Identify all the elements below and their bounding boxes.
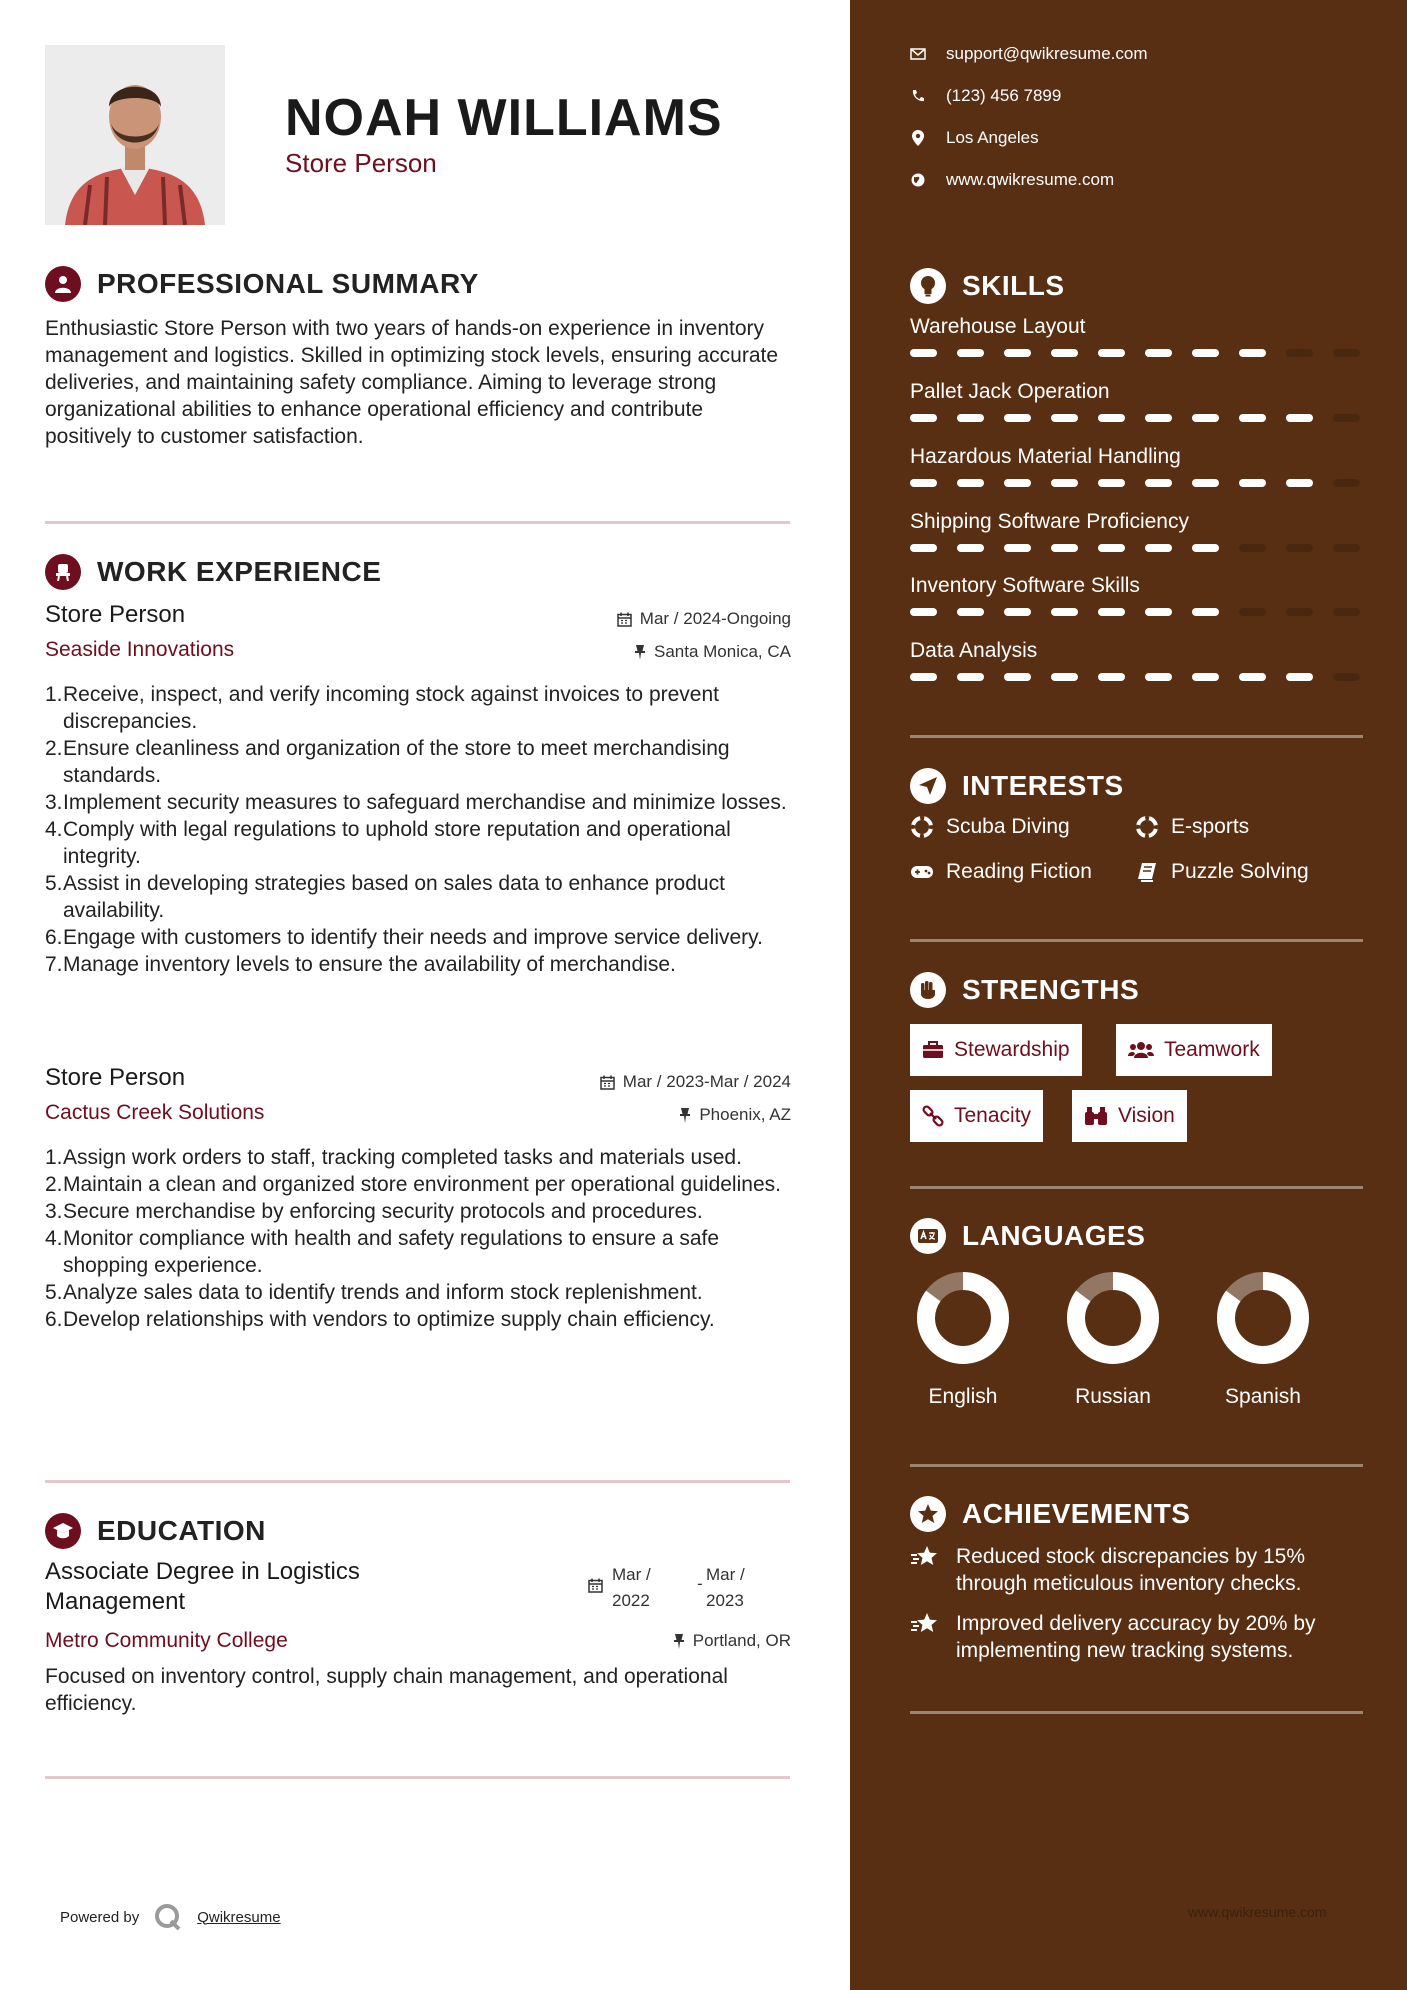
skill-dash (1098, 479, 1125, 487)
skill-dash (1192, 608, 1219, 616)
skill-level-bar (910, 673, 1363, 681)
star-icon (910, 1612, 940, 1636)
list-item: 6. Engage with customers to identify their needs and improve service delivery. (45, 926, 763, 949)
strength-chip: Teamwork (1116, 1024, 1272, 1076)
job-title: Store Person (45, 601, 186, 628)
language-item: English (903, 1270, 1023, 1409)
calendar-icon (588, 1578, 603, 1593)
divider (910, 1186, 1363, 1189)
list-item: 5. Assist in developing strategies based on sales data to enhance product availability. (45, 872, 725, 922)
contact-phone[interactable]: (123) 456 7899 (910, 86, 1061, 106)
pin-icon (679, 1107, 691, 1123)
life-ring-icon (911, 816, 933, 838)
contact-location: Los Angeles (910, 128, 1039, 148)
language-icon (910, 1218, 946, 1254)
skill-dash (1333, 544, 1360, 552)
skill-dash (1333, 673, 1360, 681)
education-description: Focused on inventory control, supply chain management, and operational efficiency. (45, 1665, 728, 1715)
calendar-icon (617, 612, 632, 627)
interest-item: Scuba Diving (910, 815, 1070, 839)
job-location (634, 642, 791, 662)
skill-dash (910, 544, 937, 552)
pin-icon (673, 1633, 685, 1649)
skill-dash (1004, 673, 1031, 681)
list-item: 1. Assign work orders to staff, tracking completed tasks and materials used. (45, 1146, 742, 1169)
skill-dash (1051, 349, 1078, 357)
pin-icon (634, 644, 646, 660)
skill-dash (1004, 544, 1031, 552)
education-start-date: Mar / 2022 (612, 1565, 651, 1610)
interest-item: Puzzle Solving (1135, 860, 1309, 884)
skill-dash (1333, 608, 1360, 616)
languages-heading: LANGUAGES (962, 1220, 1146, 1251)
briefcase-icon (922, 1041, 944, 1059)
footer-website: www.qwikresume.com (1188, 1904, 1327, 1920)
achievement-item: Improved delivery accuracy by 20% by implementing new tracking systems. (910, 1610, 1370, 1664)
skills-header (910, 268, 1065, 304)
skill-dash (1051, 544, 1078, 552)
education-location (673, 1631, 791, 1651)
list-item: 3. Secure merchandise by enforcing security protocols and procedures. (45, 1200, 703, 1223)
skill-level-bar (910, 479, 1363, 487)
phone-icon (911, 89, 925, 103)
job-location-text: Santa Monica, CA (653, 642, 791, 661)
language-item: Russian (1053, 1270, 1173, 1409)
skill-dash (1192, 544, 1219, 552)
skill-dash (1239, 608, 1266, 616)
skill-item (910, 510, 1363, 552)
language-level-donut (1215, 1270, 1311, 1366)
skill-dash (1145, 608, 1172, 616)
skill-dash (1051, 673, 1078, 681)
skill-dash (1286, 349, 1313, 357)
contact-website[interactable]: www.qwikresume.com (910, 170, 1114, 190)
candidate-name: NOAH WILLIAMS (285, 89, 723, 147)
star-icon (910, 1545, 940, 1569)
job-date-text: Mar / 2023-Mar / 2024 (622, 1072, 791, 1091)
strengths-heading: STRENGTHS (962, 974, 1140, 1005)
degree-line-1: Associate Degree in Logistics (45, 1558, 360, 1585)
skill-dash (910, 673, 937, 681)
skill-level-bar (910, 349, 1363, 357)
skill-dash (1333, 479, 1360, 487)
list-item: 6. Develop relationships with vendors to optimize supply chain efficiency. (45, 1308, 715, 1331)
work-header (45, 554, 381, 590)
skill-dash (1286, 414, 1313, 422)
skill-dash (1192, 414, 1219, 422)
skill-dash (1239, 414, 1266, 422)
degree-line-2: Management (45, 1588, 186, 1615)
skill-dash (910, 349, 937, 357)
language-level-donut (1065, 1270, 1161, 1366)
interests-header (910, 768, 1124, 804)
paper-plane-icon (910, 768, 946, 804)
profile-photo (45, 45, 225, 225)
list-item: 3. Implement security measures to safeguard merchandise and minimize losses. (45, 791, 787, 814)
skill-dash (1145, 349, 1172, 357)
achievement-item: Reduced stock discrepancies by 15% through meticulous inventory checks. (910, 1543, 1370, 1597)
skill-level-bar (910, 544, 1363, 552)
achievements-header (910, 1496, 1190, 1532)
language-level-donut (915, 1270, 1011, 1366)
skill-dash (1004, 479, 1031, 487)
skill-dash (1239, 544, 1266, 552)
skill-dash (1286, 673, 1313, 681)
user-icon (45, 266, 81, 302)
job-date (600, 1072, 791, 1092)
list-item: 4. Monitor compliance with health and safety regulations to ensure a safe shopping experience. (45, 1227, 720, 1277)
gamepad-icon (910, 865, 934, 879)
skill-item (910, 445, 1363, 487)
map-marker-icon (912, 130, 924, 146)
school-name: Metro Community College (45, 1629, 288, 1652)
divider (45, 1480, 790, 1483)
skill-dash (1192, 349, 1219, 357)
skill-dash (1004, 349, 1031, 357)
skill-dash (1145, 544, 1172, 552)
skill-dash (1004, 608, 1031, 616)
skill-dash (1239, 349, 1266, 357)
education-heading: EDUCATION (97, 1515, 266, 1546)
skill-dash (1098, 414, 1125, 422)
candidate-title: Store Person (285, 148, 437, 178)
education-location-text: Portland, OR (692, 1631, 791, 1650)
divider (45, 521, 790, 524)
summary-text: Enthusiastic Store Person with two years of hands-on experience in inventory management and logistics. Skilled in optimizing stock levels, ensuring accurate deliveries, and maintaining safety compliance. Aiming to leverage strong organizational abilities to enhance operational efficiency and contribute positively to customer satisfaction. (45, 317, 779, 448)
education-header (45, 1513, 266, 1549)
skill-dash (957, 479, 984, 487)
star-badge-icon (910, 1496, 946, 1532)
interest-item: E-sports (1135, 815, 1249, 839)
skill-dash (1098, 673, 1125, 681)
list-item: 2. Ensure cleanliness and organization of the store to meet merchandising standards. (45, 737, 730, 787)
skill-dash (1098, 544, 1125, 552)
skill-item (910, 639, 1363, 681)
skill-dash (1192, 479, 1219, 487)
interest-item: Reading Fiction (910, 860, 1092, 884)
interests-heading: INTERESTS (962, 770, 1124, 801)
skills-heading: SKILLS (962, 270, 1065, 301)
skill-dash (1098, 349, 1125, 357)
qwikresume-link[interactable]: Qwikresume (197, 1908, 281, 1926)
skill-level-bar (910, 608, 1363, 616)
list-item: 4. Comply with legal regulations to uphold store reputation and operational integrity. (45, 818, 731, 868)
users-icon (1128, 1041, 1154, 1059)
skill-item (910, 574, 1363, 616)
skill-dash (1004, 414, 1031, 422)
languages-header (910, 1218, 1145, 1254)
qwikresume-logo-icon (153, 1902, 183, 1932)
skill-dash (1192, 673, 1219, 681)
skill-dash (957, 608, 984, 616)
skill-dash (1145, 479, 1172, 487)
powered-by-label: Powered by (60, 1908, 140, 1926)
list-item: 5. Analyze sales data to identify trends and inform stock replenishment. (45, 1281, 703, 1304)
work-heading: WORK EXPERIENCE (97, 556, 382, 587)
job-title: Store Person (45, 1064, 186, 1091)
chair-icon (45, 554, 81, 590)
skill-item (910, 380, 1363, 422)
lightbulb-icon (910, 268, 946, 304)
life-ring-icon (1136, 816, 1158, 838)
globe-icon (911, 173, 925, 187)
job-date (617, 609, 791, 629)
list-item: 7. Manage inventory levels to ensure the availability of merchandise. (45, 953, 676, 976)
sidebar (850, 0, 1407, 1990)
skill-name: Hazardous Material Handling (910, 445, 1181, 468)
powered-by (60, 1902, 281, 1932)
achievements-heading: ACHIEVEMENTS (962, 1498, 1191, 1529)
skill-dash (1333, 414, 1360, 422)
list-item: 1. Receive, inspect, and verify incoming stock against invoices to prevent discrepancies. (45, 683, 719, 733)
skill-dash (1145, 673, 1172, 681)
language-item: Spanish (1203, 1270, 1323, 1409)
job-location (679, 1105, 791, 1125)
skill-dash (1051, 414, 1078, 422)
divider (910, 939, 1363, 942)
strength-chip: Tenacity (910, 1090, 1043, 1142)
skill-level-bar (910, 414, 1363, 422)
strengths-header (910, 972, 1139, 1008)
skill-dash (1333, 349, 1360, 357)
skill-item (910, 315, 1363, 357)
skill-dash (957, 544, 984, 552)
job-location-text: Phoenix, AZ (699, 1105, 791, 1124)
job-duties (45, 681, 805, 978)
list-item: 2. Maintain a clean and organized store environment per operational guidelines. (45, 1173, 781, 1196)
summary-heading: PROFESSIONAL SUMMARY (97, 268, 479, 299)
divider (910, 1711, 1363, 1714)
skill-dash (910, 479, 937, 487)
company-name: Cactus Creek Solutions (45, 1101, 265, 1124)
skill-dash (1239, 673, 1266, 681)
divider (910, 735, 1363, 738)
skill-dash (1239, 479, 1266, 487)
skill-dash (957, 673, 984, 681)
job-duties (45, 1144, 805, 1333)
fist-icon (910, 972, 946, 1008)
link-icon (922, 1105, 944, 1127)
skill-name: Inventory Software Skills (910, 574, 1140, 597)
skill-dash (957, 349, 984, 357)
skill-dash (1051, 608, 1078, 616)
education-end-date: Mar / 2023 (706, 1565, 745, 1610)
skill-dash (1286, 544, 1313, 552)
skill-dash (910, 414, 937, 422)
graduation-cap-icon (45, 1513, 81, 1549)
skill-dash (1286, 479, 1313, 487)
skill-dash (957, 414, 984, 422)
binoculars-icon (1084, 1106, 1108, 1126)
company-name: Seaside Innovations (45, 638, 235, 661)
book-icon (1137, 862, 1157, 882)
date-separator: - (697, 1574, 703, 1593)
skill-name: Shipping Software Proficiency (910, 510, 1189, 533)
divider (45, 1776, 790, 1779)
summary-header (45, 266, 479, 302)
job-date-text: Mar / 2024-Ongoing (639, 609, 791, 628)
strength-chip: Vision (1072, 1090, 1187, 1142)
skill-dash (1098, 608, 1125, 616)
skill-dash (910, 608, 937, 616)
strength-chip: Stewardship (910, 1024, 1082, 1076)
skill-dash (1145, 414, 1172, 422)
skill-name: Warehouse Layout (910, 315, 1086, 338)
calendar-icon (600, 1075, 615, 1090)
divider (910, 1464, 1363, 1467)
envelope-icon (910, 48, 926, 60)
skill-name: Pallet Jack Operation (910, 380, 1110, 403)
contact-email[interactable]: support@qwikresume.com (910, 44, 1148, 64)
skill-dash (1286, 608, 1313, 616)
skill-name: Data Analysis (910, 639, 1038, 662)
skill-dash (1051, 479, 1078, 487)
